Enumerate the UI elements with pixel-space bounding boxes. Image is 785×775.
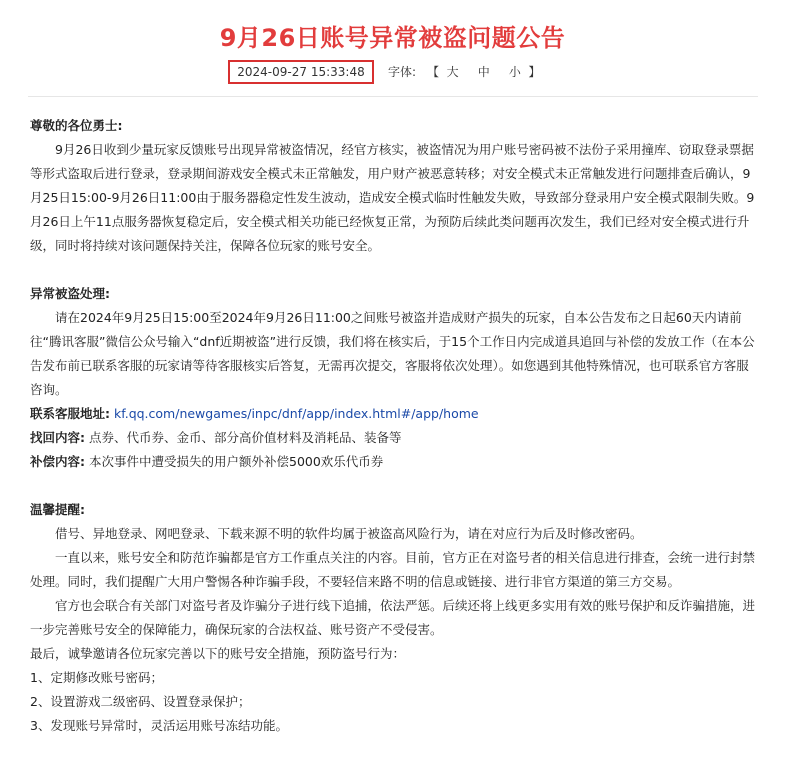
publish-date: 2024-09-27 15:33:48: [228, 60, 374, 84]
font-size-small-button[interactable]: 小: [508, 65, 521, 79]
list-item: 2、设置游戏二级密码、设置登录保护；: [30, 694, 251, 709]
font-size-medium-button[interactable]: 中: [477, 65, 490, 79]
page-title: 9月26日账号异常被盗问题公告: [219, 24, 566, 52]
intro-paragraph: 9月26日收到少量玩家反馈账号出现异常被盗情况，经官方核实，被盗情况为用户账号密码被不法份子采用撞库、窃取登录票据等形式盗取后进行登录，登录期间游戏安全模式未正常触发，用户财产被恶意转移；对安全模式未正常触发进行问题排查后确认，9月25日15:00-9月26日11:00由于服务器稳定性发生波动，造成安全模式临时性触发失败，导致部分登录用户安全模式限制失败。9月26日上午11点服务器恢复稳定后，安全模式相关功能已经恢复正常，为预防后续此类问题再次发生，我们已经对安全模式进行升级，同时将持续对该问题保持关注，保障各位玩家的账号安全。: [30, 142, 755, 253]
handling-paragraph: 请在2024年9月25日15:00至2024年9月26日11:00之间账号被盗并造成财产损失的玩家，自本公告发布之日起60天内请前往“腾讯客服”微信公众号输入“dnf近期被盗”进行反馈，我们将在核实后，于15个工作日内完成道具追回与补偿的发放工作（在本公告发布前已联系客服的玩家请等待客服核实后答复，无需再次提交，客服将依次处理）。如您遇到其他特殊情况，也可联系官方客服咨询。: [30, 310, 755, 397]
reminder-paragraph-1: 借号、异地登录、网吧登录、下载来源不明的软件均属于被盗高风险行为，请在对应行为后及时修改密码。: [55, 526, 643, 541]
divider: [28, 96, 758, 97]
recover-value: 点券、代币券、金币、部分高价值材料及消耗品、装备等: [88, 430, 402, 445]
contact-row: [30, 402, 760, 426]
compensate-row: [30, 450, 760, 474]
font-size-large-button[interactable]: 大: [446, 65, 459, 79]
bracket-close: 】: [528, 65, 541, 79]
section-heading-reminder: 温馨提醒:: [30, 502, 85, 517]
article-meta: [0, 60, 785, 86]
article-body: [30, 114, 760, 738]
font-size-control: [427, 62, 541, 82]
reminder-paragraph-3: 官方也会联合有关部门对盗号者及诈骗分子进行线下追捕，依法严惩。后续还将上线更多实用有效的账号保护和反诈骗措施，进一步完善账号安全的保障能力，确保玩家的合法权益、账号资产不受侵害。: [30, 598, 756, 637]
font-size-label: 字体:: [388, 65, 417, 79]
recover-label: 找回内容:: [30, 430, 85, 445]
list-item: 1、定期修改账号密码；: [30, 670, 163, 685]
list-item: 3、发现账号异常时，灵活运用账号冻结功能。: [30, 718, 288, 733]
contact-link[interactable]: kf.qq.com/newgames/inpc/dnf/app/index.html#/app/home: [113, 406, 479, 421]
contact-label: 联系客服地址:: [30, 406, 110, 421]
bracket-open: 【: [427, 65, 440, 79]
compensate-value: 本次事件中遭受损失的用户额外补偿5000欢乐代币券: [88, 454, 384, 469]
compensate-label: 补偿内容:: [30, 454, 85, 469]
greeting: 尊敬的各位勇士:: [30, 118, 123, 133]
reminder-paragraph-2: 一直以来，账号安全和防范诈骗都是官方工作重点关注的内容。目前，官方正在对盗号者的相关信息进行排查，会统一进行封禁处理。同时，我们提醒广大用户警惕各种诈骗手段，不要轻信来路不明的信息或链接、进行非官方渠道的第三方交易。: [30, 550, 756, 589]
recover-row: [30, 426, 760, 450]
section-heading-handling: 异常被盗处理:: [30, 286, 110, 301]
reminder-paragraph-4: 最后，诚挚邀请各位玩家完善以下的账号安全措施，预防盗号行为：: [30, 646, 406, 661]
